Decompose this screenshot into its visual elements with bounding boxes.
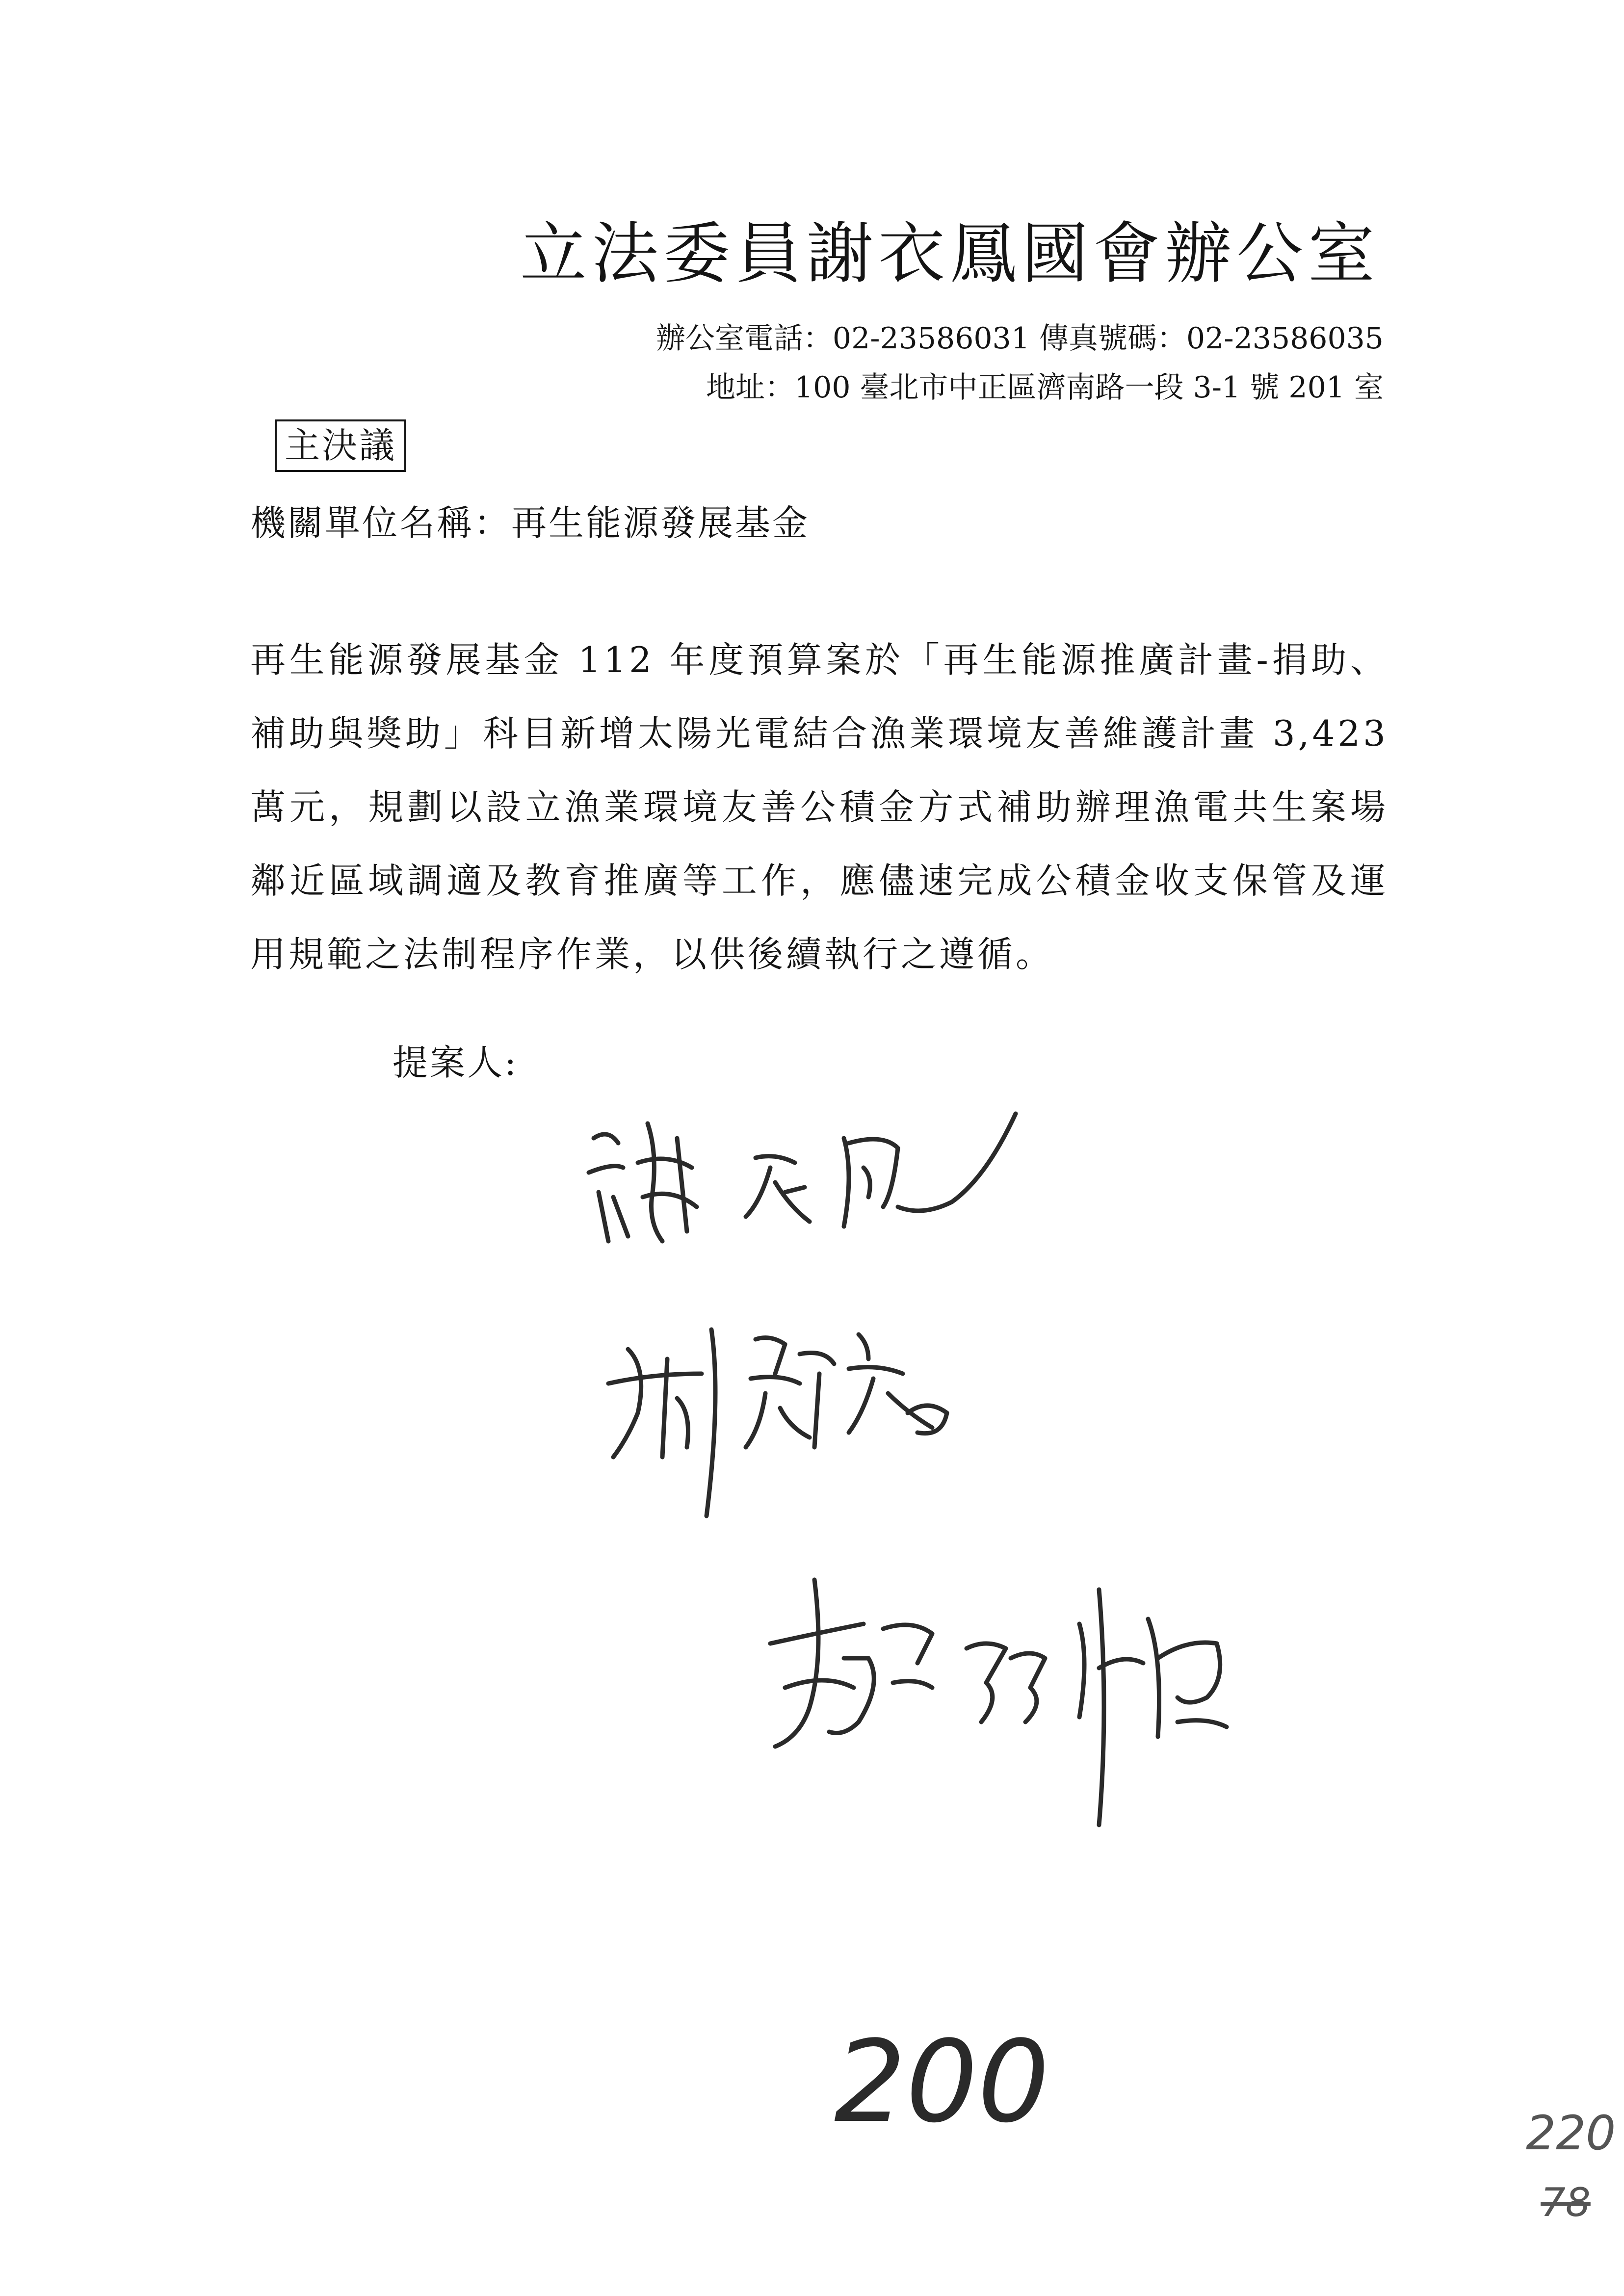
- margin-note-1: 220: [1526, 2106, 1616, 2161]
- document-type-box: 主決議: [275, 419, 406, 472]
- contact-address: 地址：100 臺北市中正區濟南路一段 3-1 號 201 室: [706, 370, 1384, 405]
- agency-name: 機關單位名稱：再生能源發展基金: [250, 502, 810, 544]
- resolution-body: 再生能源發展基金 112 年度預算案於「再生能源推廣計畫-捐助、補助與獎助」科目新增太陽光電結合漁業環境友善維護計畫 3,423 萬元，規劃以設立漁業環境友善公積金方式補助辦理漁電共生案場鄰近區域調適及教育推廣等工作，應儘速完成公積金收支保管及運用規範之法制程序作業，以供後續執行之遵循。: [250, 639, 1388, 975]
- margin-note-2: 78: [1541, 2180, 1591, 2225]
- proposer-label: 提案人:: [393, 1042, 519, 1083]
- office-title: 立法委員謝衣鳳國會辦公室: [520, 215, 1380, 293]
- handwritten-page-number: 200: [834, 2017, 1049, 2148]
- signature-2: [594, 1300, 967, 1531]
- contact-phone-fax: 辦公室電話：02-23586031 傳真號碼：02-23586035: [655, 321, 1384, 356]
- signature-3: [756, 1560, 1295, 1835]
- signature-1: [579, 1094, 1030, 1256]
